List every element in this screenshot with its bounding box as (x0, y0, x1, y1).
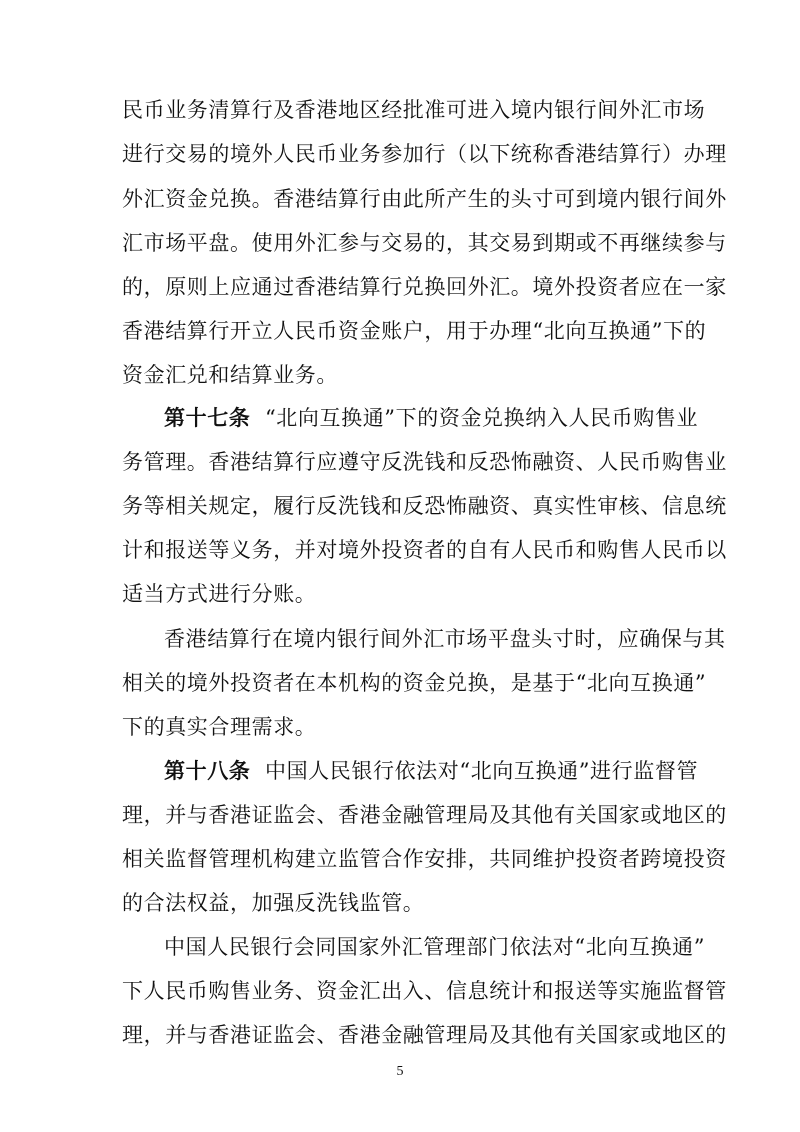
paragraph-line: 的，原则上应通过香港结算行兑换回外汇。境外投资者应在一家 (122, 275, 727, 299)
paragraph-line: 相关的境外投资者在本机构的资金兑换，是基于“北向互换通” (122, 671, 707, 695)
paragraph-line: 下的真实合理需求。 (122, 715, 317, 739)
article-18-heading: 第十八条 (164, 758, 251, 783)
paragraph-line: 中国人民银行会同国家外汇管理部门依法对“北向互换通” (164, 935, 706, 959)
paragraph-line: 香港结算行在境内银行间外汇市场平盘头寸时，应确保与其 (164, 627, 726, 651)
paragraph-line: 民币业务清算行及香港地区经批准可进入境内银行间外汇市场 (122, 98, 706, 122)
paragraph-line: 理，并与香港证监会、香港金融管理局及其他有关国家或地区的 (122, 1023, 727, 1047)
paragraph-line: 计和报送等义务，并对境外投资者的自有人民币和购售人民币以 (122, 538, 727, 562)
paragraph-line: 中国人民银行依法对“北向互换通”进行监督管 (264, 759, 699, 783)
paragraph-line: 下人民币购售业务、资金汇出入、信息统计和报送等实施监督管 (122, 979, 727, 1003)
paragraph-line: 相关监督管理机构建立监管合作安排，共同维护投资者跨境投资 (122, 847, 727, 871)
article-18-first-line (164, 757, 724, 785)
paragraph-line: 进行交易的境外人民币业务参加行（以下统称香港结算行）办理 (122, 142, 727, 166)
paragraph-line: 务等相关规定，履行反洗钱和反恐怖融资、真实性审核、信息统 (122, 494, 727, 518)
page-number: 5 (396, 1064, 404, 1079)
paragraph-line: 理，并与香港证监会、香港金融管理局及其他有关国家或地区的 (122, 803, 727, 827)
paragraph-line: 资金汇兑和结算业务。 (122, 363, 338, 387)
paragraph-line: 的合法权益，加强反洗钱监管。 (122, 891, 425, 915)
paragraph-line: 适当方式进行分账。 (122, 582, 317, 606)
paragraph-line: “北向互换通”下的资金兑换纳入人民币购售业 (264, 406, 699, 430)
paragraph-line: 汇市场平盘。使用外汇参与交易的，其交易到期或不再继续参与 (122, 231, 727, 255)
article-17-heading: 第十七条 (164, 405, 251, 430)
article-17-first-line (164, 404, 724, 432)
paragraph-line: 香港结算行开立人民币资金账户，用于办理“北向互换通”下的 (122, 319, 707, 343)
paragraph-line: 外汇资金兑换。香港结算行由此所产生的头寸可到境内银行间外 (122, 187, 727, 211)
paragraph-line: 务管理。香港结算行应遵守反洗钱和反恐怖融资、人民币购售业 (122, 450, 727, 474)
